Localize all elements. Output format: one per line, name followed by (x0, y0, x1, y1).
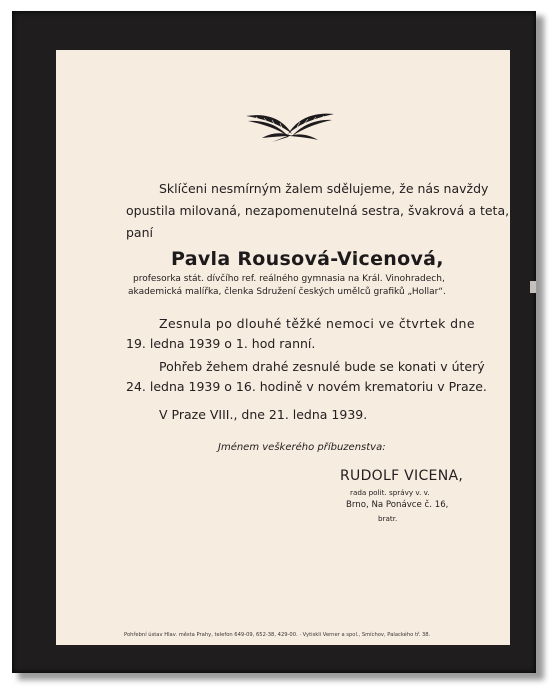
deceased-name: Pavla Rousová-Vicenová, (171, 248, 444, 270)
signer-title: rada polit. správy v. v. (350, 488, 430, 497)
intro-line-1: Sklíčeni nesmírným žalem sdělujeme, že nás navždy (159, 181, 489, 196)
role-line-2: akademická malířka, členka Sdružení českých umělců grafiků „Hollar“. (128, 287, 446, 297)
death-line-1: Zesnula po dlouhé těžké nemoci ve čtvrtek dne (159, 316, 475, 331)
pin-mark (530, 281, 536, 293)
on-behalf-line: Jménem veškerého příbuzenstva: (218, 442, 386, 453)
signer-address: Brno, Na Ponávce č. 16, (346, 500, 449, 510)
place-and-date: V Praze VIII., dne 21. ledna 1939. (159, 407, 368, 422)
printer-footer: Pohřební ústav Hlav. města Prahy, telefon 649-09, 652-38, 429-00. · Vytiskli Verner a spol., Smíchov, Palackého tř. 38. (124, 632, 431, 638)
signer-name: RUDOLF VICENA, (340, 468, 464, 484)
intro-line-2: opustila milovaná, nezapomenutelná sestra, švakrová a teta, (126, 203, 510, 218)
funeral-line-1: Pohřeb žehem drahé zesnulé bude se konati v úterý (159, 359, 485, 374)
funeral-line-2: 24. ledna 1939 o 16. hodině v novém krematoriu v Praze. (126, 379, 487, 394)
intro-line-3: paní (126, 225, 153, 240)
mourning-notice-border (12, 11, 536, 673)
palm-branches-emblem-icon (242, 108, 338, 148)
notice-paper (56, 50, 510, 645)
signer-relation: bratr. (378, 514, 398, 523)
role-line-1: profesorka stát. dívčího ref. reálného gymnasia na Král. Vinohradech, (133, 274, 445, 284)
death-line-2: 19. ledna 1939 o 1. hod ranní. (126, 336, 316, 351)
